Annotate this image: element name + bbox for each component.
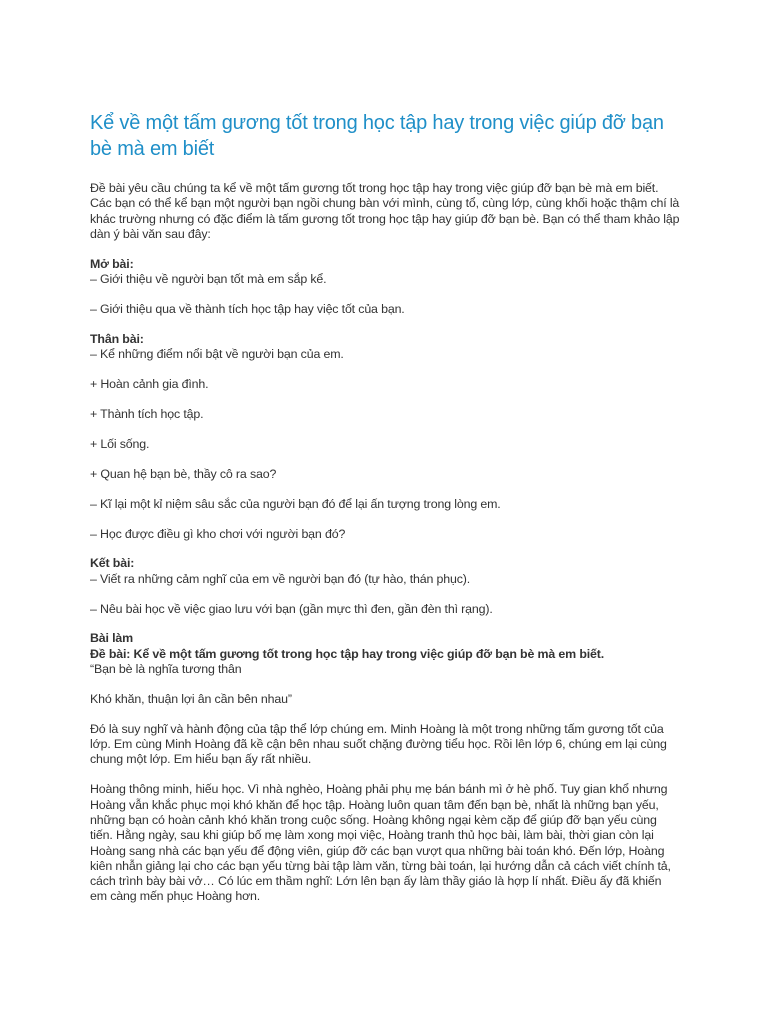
than-bai-line-7: – Học được điều gì kho chơi với người bạn đó? <box>90 526 346 541</box>
document-title: Kể về một tấm gương tốt trong học tập hay trong việc giúp đỡ bạn bè mà em biết <box>90 112 664 160</box>
than-bai-line-5: + Quan hệ bạn bè, thầy cô ra sao? <box>90 466 277 481</box>
than-bai-heading: Thân bài: <box>90 331 144 346</box>
mo-bai-heading: Mở bài: <box>90 256 134 271</box>
than-bai-line-6: – Kĩ lại một kỉ niệm sâu sắc của người bạn đó để lại ấn tượng trong lòng em. <box>90 496 501 511</box>
quote-line-2: Khó khăn, thuận lợi ân cần bên nhau” <box>90 691 292 706</box>
than-bai-line-3: + Thành tích học tập. <box>90 406 204 421</box>
than-bai-line-1: – Kể những điểm nổi bật về người bạn của em. <box>90 347 344 362</box>
bai-lam-prompt: Đề bài: Kể về một tấm gương tốt trong học tập hay trong việc giúp đỡ bạn bè mà em biết. <box>90 646 605 661</box>
document-page <box>90 110 680 919</box>
ket-bai-line-2: – Nêu bài học về việc giao lưu với bạn (gần mực thì đen, gần đèn thì rạng). <box>90 601 493 616</box>
bai-lam-heading: Bài làm <box>90 631 134 646</box>
intro-paragraph: Đề bài yêu cầu chúng ta kể về một tấm gương tốt trong học tập hay trong việc giúp đỡ bạn bè mà em biết. Các bạn có thể kể bạn một người bạn ngồi chung bàn với mình, cùng tổ, cùng lớp, cùng khối hoặc thậm chí là khác trường nhưng có đặc điểm là tấm gương tốt trong học tập hay giúp đỡ bạn bè. Bạn có thể tham khảo lập dàn ý bài văn sau đây: <box>90 181 680 241</box>
mo-bai-line-1: – Giới thiệu về người bạn tốt mà em sắp kể. <box>90 272 327 287</box>
ket-bai-line-1: – Viết ra những cảm nghĩ của em về người bạn đó (tự hào, thán phục). <box>90 571 471 586</box>
ket-bai-heading: Kết bài: <box>90 556 135 571</box>
quote-line-1: “Bạn bè là nghĩa tương thân <box>90 662 242 677</box>
mo-bai-line-2: – Giới thiệu qua về thành tích học tập hay việc tốt của bạn. <box>90 301 405 316</box>
essay-paragraph-1: Đó là suy nghĩ và hành động của tập thể lớp chúng em. Minh Hoàng là một trong những tấm gương tốt của lớp. Em cùng Minh Hoàng đã kề cận bên nhau suốt chặng đường tiểu học. Rồi lên lớp 6, chúng em lại cùng chung một lớp. Em hiểu bạn ấy rất nhiều. <box>90 721 667 767</box>
than-bai-line-4: + Lối sống. <box>90 436 150 451</box>
essay-paragraph-2: Hoàng thông minh, hiếu học. Vì nhà nghèo, Hoàng phải phụ mẹ bán bánh mì ở hè phố. Tuy gian khổ nhưng Hoàng vẫn khắc phục mọi khó khăn để học tập. Hoàng luôn quan tâm đến bạn bè, nhất là những bạn yếu, những bạn có hoàn cảnh khó khăn trong cuộc sống. Hoàng không ngại kèm cặp để giúp đỡ bạn yếu cùng tiến. Hằng ngày, sau khi giúp bố mẹ làm xong mọi việc, Hoàng tranh thủ học bài, làm bài, thời gian còn lại Hoàng sang nhà các bạn yếu để động viên, giúp đỡ các bạn vượt qua những bài toán khó. Đến lớp, Hoàng kiên nhẫn giảng lại cho các bạn yếu từng bài tập làm văn, từng bài toán, lại hướng dẫn cả cách viết chính tả, cách trình bày bài vở… Có lúc em thầm nghĩ: Lớn lên bạn ấy làm thầy giáo là hợp lí nhất. Điều ấy đã khiến em càng mến phục Hoàng hơn. <box>90 782 671 904</box>
than-bai-line-2: + Hoàn cảnh gia đình. <box>90 377 209 392</box>
